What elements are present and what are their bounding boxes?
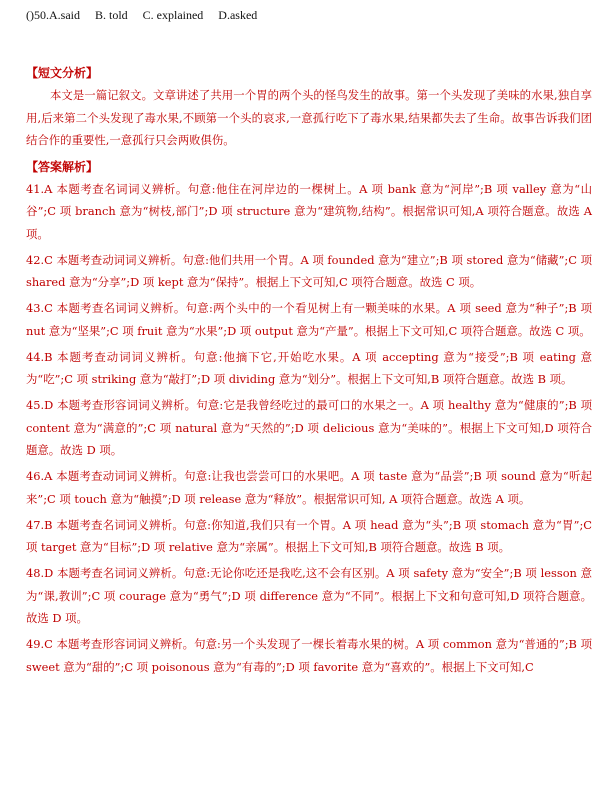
answer-47: 47.B 本题考查名词词义辨析。句意:你知道,我们只有一个胃。A 项 head 意为“头”;B 项 stomach 意为“胃”;C 项 target 意为“目标”;D 项 relative 意为“亲属”。根据上下文可知,B 项符合题意。故选 B 项。 [26, 517, 592, 554]
analysis-text: 本文是一篇记叙文。文章讲述了共用一个胃的两个头的怪鸟发生的故事。第一个头发现了美味的水果,独自享用,后来第二个头发现了毒水果,不顾第一个头的哀求,一意孤行吃下了毒水果,结果都失去了生命。故事告诉我们团结合作的重要性,一意孤行只会两败俱伤。 [26, 88, 592, 147]
answer-48: 48.D 本题考查名词词义辨析。句意:无论你吃还是我吃,这不会有区别。A 项 safety 意为“安全”;B 项 lesson 意为“课,教训”;C 项 courage 意为“勇气”;D 项 difference 意为“不同”。根据上下文和句意可知,D 项符合题意。故选 D 项。 [26, 566, 592, 625]
answer-45: 45.D 本题考查形容词词义辨析。句意:它是我曾经吃过的最可口的水果之一。A 项 healthy 意为“健康的”;B 项 content 意为“满意的”;C 项 natural 意为“天然的”;D 项 delicious 意为“美味的”。根据上下文可知,D 项符合题意。故选 D 项。 [26, 398, 592, 457]
answer-49: 49.C 本题考查形容词词义辨析。句意:另一个头发现了一棵长着毒水果的树。A 项 common 意为“普通的”;B 项 sweet 意为“甜的”;C 项 poisonous 意为“有毒的”;D 项 favorite 意为“喜欢的”。根据上下文可知,C [26, 637, 592, 674]
answer-44: 44.B 本题考查动词词义辨析。句意:他摘下它,开始吃水果。A 项 accepting 意为“接受”;B 项 eating 意为“吃”;C 项 striking 意为“敲打”;D 项 dividing 意为“划分”。根据上下文可知,B 项符合题意。故选 B 项。 [26, 349, 592, 386]
answer-list [26, 178, 592, 679]
answer-41: 41.A 本题考查名词词义辨析。句意:他住在河岸边的一棵树上。A 项 bank 意为“河岸”;B 项 valley 意为“山谷”;C 项 branch 意为“树枝,部门”;D 项 structure 意为“建筑物,结构”。根据常识可知,A 项符合题意。故选 A 项。 [26, 181, 592, 241]
answer-46: 46.A 本题考查动词词义辨析。句意:让我也尝尝可口的水果吧。A 项 taste 意为“品尝”;B 项 sound 意为“听起来”;C 项 touch 意为“触摸”;D 项 release 意为“释放”。根据常识可知, A 项符合题意。故选 A 项。 [26, 469, 592, 506]
answers-title: 【答案解析】 [26, 159, 99, 174]
answer-42: 42.C 本题考查动词词义辨析。句意:他们共用一个胃。A 项 founded 意为“建立”;B 项 stored 意为“储藏”;C 项 shared 意为“分享”;D 项 kept 意为“保持”。根据上下文可知,C 项符合题意。故选 C 项。 [26, 252, 592, 289]
question-50-options: ()50.A.said B. told C. explained D.asked [26, 8, 258, 22]
answer-43: 43.C 本题考查名词词义辨析。句意:两个头中的一个看见树上有一颗美味的水果。A 项 seed 意为“种子”;B 项 nut 意为“坚果”;C 项 fruit 意为“水果”;D 项 output 意为“产量”。根据上下文可知,C 项符合题意。故选 C 项。 [26, 301, 592, 338]
analysis-title: 【短文分析】 [26, 66, 99, 80]
